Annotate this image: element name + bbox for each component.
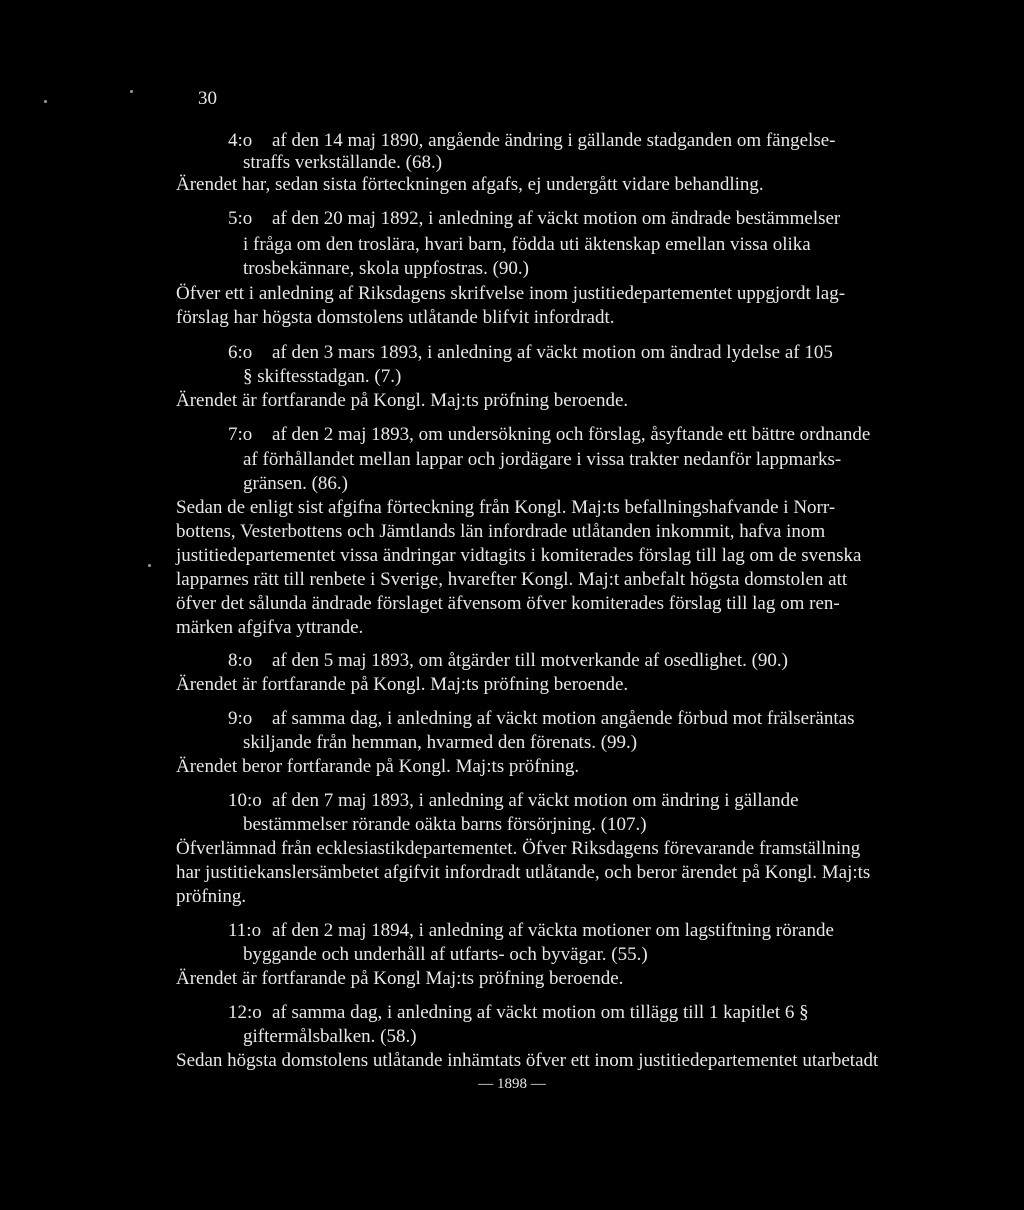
item-text-line: af förhållandet mellan lappar och jordägare i vissa trakter nedanför lappmarks- (243, 449, 842, 470)
status-paragraph-line: Sedan de enligt sist afgifna förteckning från Kongl. Maj:ts befallningshafvande i Norr- (176, 497, 836, 518)
status-paragraph-line: Ärendet är fortfarande på Kongl. Maj:ts pröfning beroende. (176, 390, 629, 411)
item-text-line: straffs verkställande. (68.) (243, 152, 443, 173)
item-text-line: bestämmelser rörande oäkta barns försörjning. (107.) (243, 814, 647, 835)
item-text-line: af den 2 maj 1893, om undersökning och förslag, åsyftande ett bättre ordnande (272, 424, 871, 445)
status-paragraph-line: märken afgifva yttrande. (176, 617, 364, 638)
status-paragraph-line: justitiedepartementet vissa ändringar vidtagits i komiterades förslag till lag om de svenska (176, 545, 862, 566)
list-item-10 (228, 788, 799, 813)
status-paragraph-line: Öfverlämnad från ecklesiastikdepartementet. Öfver Riksdagens förevarande framställning (176, 838, 861, 859)
item-text-line: af den 7 maj 1893, i anledning af väckt motion om ändring i gällande (272, 790, 799, 811)
scan-speck (130, 90, 133, 93)
status-paragraph-line: Ärendet är fortfarande på Kongl Maj:ts pröfning beroende. (176, 968, 624, 989)
status-paragraph-line: Ärendet har, sedan sista förteckningen afgafs, ej undergått vidare behandling. (176, 174, 764, 195)
item-number: 4:o (228, 130, 253, 151)
item-text-line: af den 20 maj 1892, i anledning af väckt motion om ändrade bestämmelser (272, 208, 841, 229)
status-paragraph-line: har justitiekanslersämbetet afgifvit infordradt utlåtande, och beror ärendet på Kongl. Maj:ts (176, 862, 871, 883)
item-text-line: af den 5 maj 1893, om åtgärder till motverkande af osedlighet. (90.) (272, 650, 789, 671)
item-text-line: af den 3 mars 1893, i anledning af väckt motion om ändrad lydelse af 105 (272, 342, 833, 363)
item-text-line: gränsen. (86.) (243, 473, 348, 494)
item-number: 11:o (228, 920, 262, 941)
page-number: 30 (198, 88, 217, 109)
status-paragraph-line: Öfver ett i anledning af Riksdagens skrifvelse inom justitiedepartementet uppgjordt lag- (176, 283, 846, 304)
scan-speck (44, 100, 47, 103)
item-number: 9:o (228, 708, 253, 729)
list-item-11 (228, 918, 834, 943)
status-paragraph-line: bottens, Vesterbottens och Jämtlands län infordrade utlåtanden inkommit, hafva inom (176, 521, 826, 542)
list-item-8 (228, 648, 788, 673)
status-paragraph-line: pröfning. (176, 886, 247, 907)
list-item-12 (228, 1000, 809, 1025)
item-number: 6:o (228, 342, 253, 363)
status-paragraph-line: förslag har högsta domstolens utlåtande blifvit infordradt. (176, 307, 615, 328)
page-footer: — 1898 — (478, 1076, 546, 1092)
item-number: 7:o (228, 424, 253, 445)
item-text-line: trosbekännare, skola uppfostras. (90.) (243, 258, 529, 279)
status-paragraph-line: Ärendet beror fortfarande på Kongl. Maj:ts pröfning. (176, 756, 580, 777)
status-paragraph-line: Ärendet är fortfarande på Kongl. Maj:ts pröfning beroende. (176, 674, 629, 695)
status-paragraph-line: Sedan högsta domstolens utlåtande inhämtats öfver ett inom justitiedepartementet utarbetadt (176, 1050, 879, 1071)
list-item-9 (228, 706, 854, 731)
status-paragraph-line: lapparnes rätt till renbete i Sverige, hvarefter Kongl. Maj:t anbefalt högsta domstolen att (176, 569, 848, 590)
status-paragraph-line: öfver det sålunda ändrade förslaget äfvensom öfver komiterades förslag till lag om ren- (176, 593, 840, 614)
item-text-line: af samma dag, i anledning af väckt motion om tillägg till 1 kapitlet 6 § (272, 1002, 809, 1023)
scan-speck (148, 564, 151, 567)
list-item-6 (228, 340, 833, 365)
item-text-line: § skiftesstadgan. (7.) (243, 366, 402, 387)
item-text-line: i fråga om den troslära, hvari barn, födda uti äktenskap emellan vissa olika (243, 234, 811, 255)
item-number: 5:o (228, 208, 253, 229)
item-text-line: af den 2 maj 1894, i anledning af väckta motioner om lagstiftning rörande (272, 920, 834, 941)
list-item-5 (228, 206, 840, 231)
item-text-line: skiljande från hemman, hvarmed den förenats. (99.) (243, 732, 638, 753)
item-text-line: af den 14 maj 1890, angående ändring i gällande stadganden om fängelse- (272, 130, 836, 151)
item-text-line: af samma dag, i anledning af väckt motion angående förbud mot frälseräntas (272, 708, 855, 729)
item-number: 12:o (228, 1002, 262, 1023)
item-text-line: byggande och underhåll af utfarts- och byvägar. (55.) (243, 944, 648, 965)
item-number: 10:o (228, 790, 262, 811)
list-item-7 (228, 422, 870, 447)
item-text-line: giftermålsbalken. (58.) (243, 1026, 417, 1047)
item-number: 8:o (228, 650, 253, 671)
